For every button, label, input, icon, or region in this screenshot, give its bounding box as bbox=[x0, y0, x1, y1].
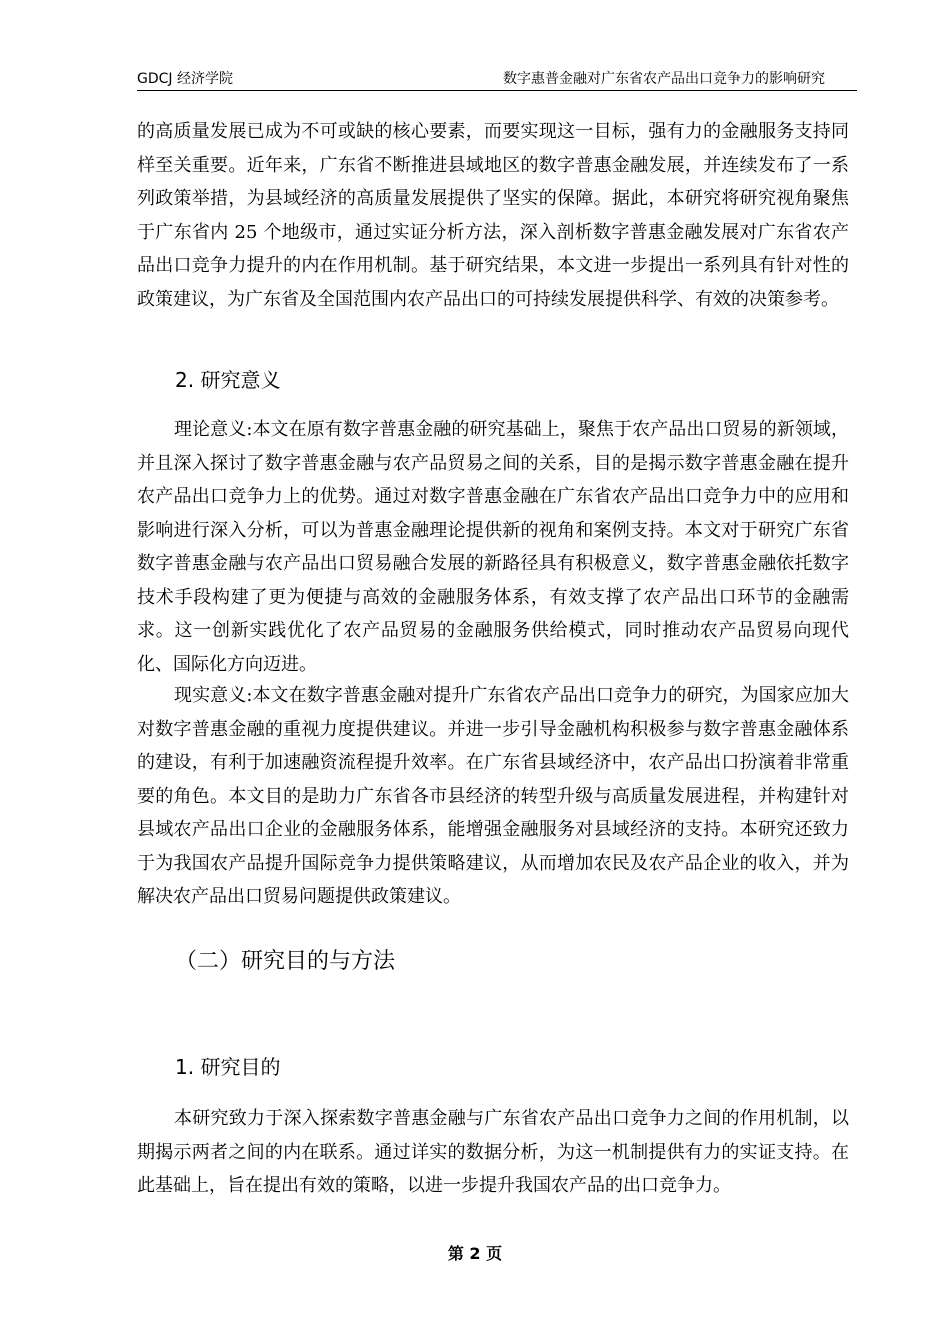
page-header bbox=[137, 70, 857, 91]
heading-purpose-and-method: （二）研究目的与方法 bbox=[175, 949, 396, 974]
practical-significance-paragraph: 现实意义:本文在数字普惠金融对提升广东省农产品出口竞争力的研究，为国家应加大对数字普惠金融的重视力度提供建议。并进一步引导金融机构积极参与数字普惠金融体系的建设，有利于加速融资流程提升效率。在广东省县域经济中，农产品出口扮演着非常重要的角色。本文目的是助力广东省各市县经济的转型升级与高质量发展进程，并构建针对县域农产品出口企业的金融服务体系，能增强金融服务对县域经济的支持。本研究还致力于为我国农产品提升国际竞争力提供策略建议，从而增加农民及农产品企业的收入，并为解决农产品出口贸易问题提供政策建议。 bbox=[137, 685, 849, 907]
theory-significance-paragraph: 理论意义:本文在原有数字普惠金融的研究基础上，聚焦于农产品出口贸易的新领域，并且深入探讨了数字普惠金融与农产品贸易之间的关系，目的是揭示数字普惠金融在提升农产品出口竞争力上的优势。通过对数字普惠金融在广东省农产品出口竞争力中的应用和影响进行深入分析，可以为普惠金融理论提供新的视角和案例支持。本文对于研究广东省数字普惠金融与农产品出口贸易融合发展的新路径具有积极意义，数字普惠金融依托数字技术手段构建了更为便捷与高效的金融服务体系，有效支撑了农产品出口环节的金融需求。这一创新实践优化了农产品贸易的金融服务供给模式，同时推动农产品贸易向现代化、国际化方向迈进。 bbox=[137, 419, 849, 675]
heading-research-significance: 2. 研究意义 bbox=[175, 368, 281, 392]
heading-research-purpose: 1. 研究目的 bbox=[175, 1055, 281, 1079]
page-number: 第 2 页 bbox=[447, 1244, 503, 1263]
header-paper-title: 数字惠普金融对广东省农产品出口竞争力的影响研究 bbox=[503, 71, 825, 87]
research-purpose-paragraph: 本研究致力于深入探索数字普惠金融与广东省农产品出口竞争力之间的作用机制，以期揭示两者之间的内在联系。通过详实的数据分析，为这一机制提供有力的实证支持。在此基础上，旨在提出有效的策略，以进一步提升我国农产品的出口竞争力。 bbox=[137, 1108, 849, 1196]
intro-paragraph: 的高质量发展已成为不可或缺的核心要素，而要实现这一目标，强有力的金融服务支持同样至关重要。近年来，广东省不断推进县域地区的数字普惠金融发展，并连续发布了一系列政策举措，为县域经济的高质量发展提供了坚实的保障。据此，本研究将研究视角聚焦于广东省内 25 个地级市，通过实证分析方法，深入剖析数字普惠金融发展对广东省农产品出口竞争力提升的内在作用机制。基于研究结果，本文进一步提出一系列具有针对性的政策建议，为广东省及全国范围内农产品出口的可持续发展提供科学、有效的决策参考。 bbox=[137, 121, 849, 310]
header-school: GDCJ 经济学院 bbox=[137, 71, 233, 87]
